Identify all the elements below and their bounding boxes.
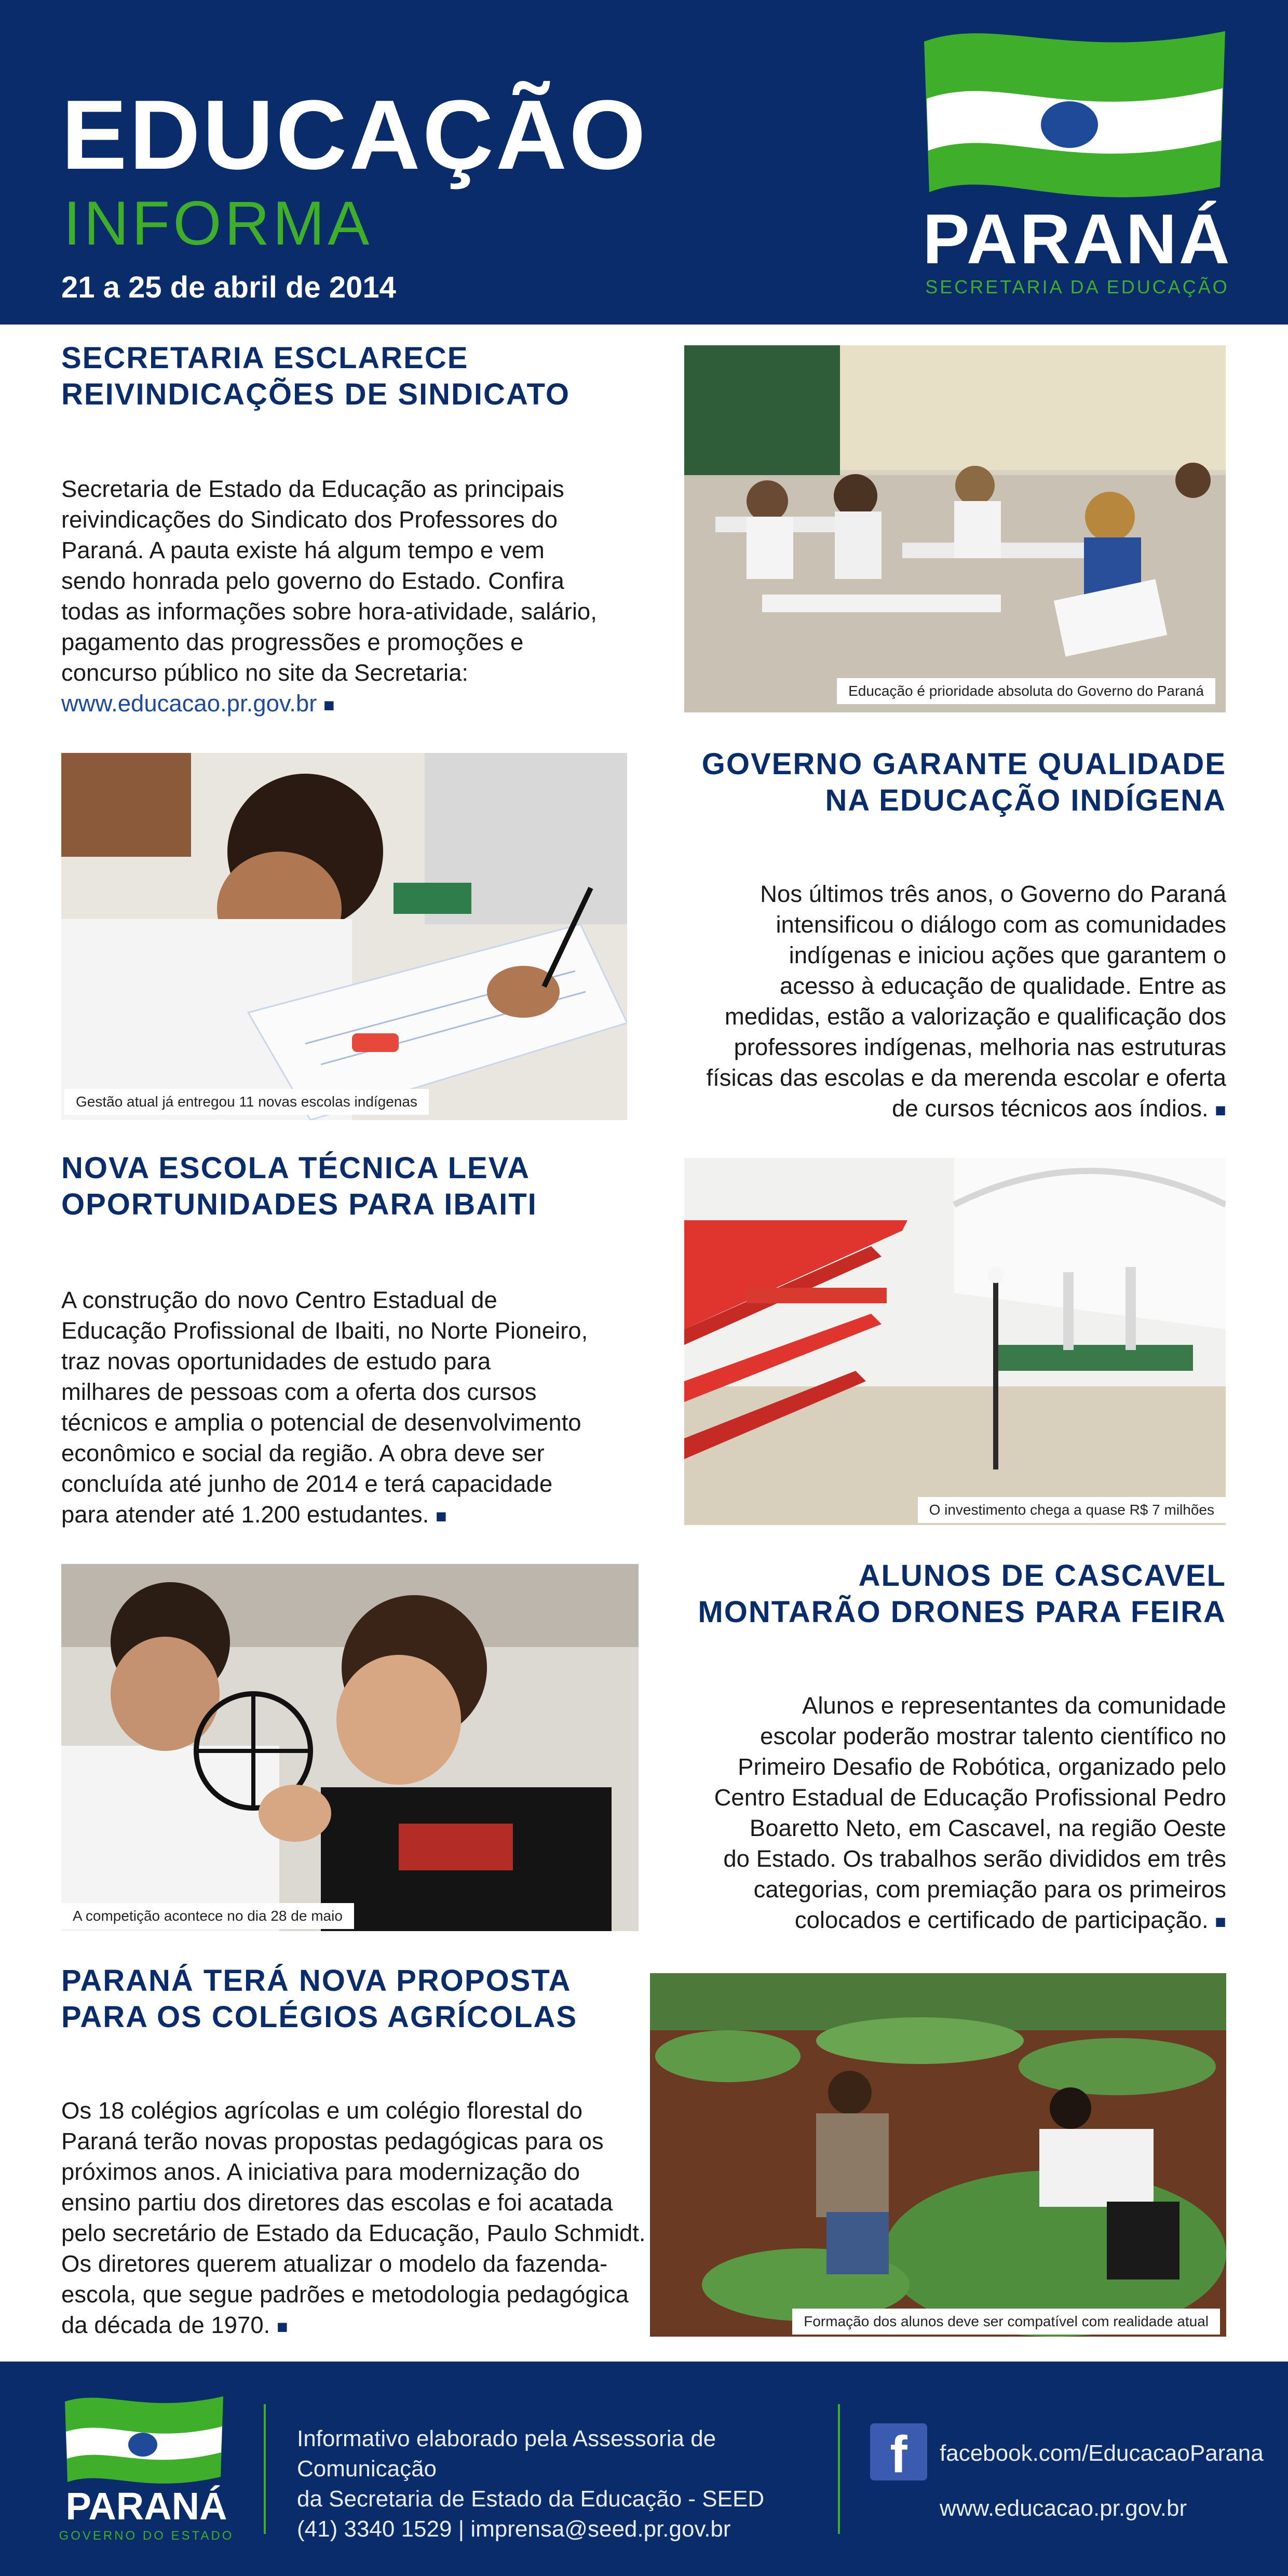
edition-date: 21 a 25 de abril de 2014 bbox=[61, 271, 396, 304]
body-line: concurso público no site da Secretaria: bbox=[61, 659, 469, 686]
end-mark: ■ bbox=[323, 694, 335, 716]
photo-caption: A competição acontece no dia 28 de maio bbox=[61, 1903, 354, 1929]
article-1-headline bbox=[61, 340, 570, 413]
body-line: para atender até 1.200 estudantes. bbox=[61, 1501, 429, 1528]
body-line: milhares de pessoas com a oferta dos cursos bbox=[61, 1379, 537, 1405]
body-line: Os diretores querem atualizar o modelo da fazenda- bbox=[61, 2250, 608, 2277]
body-line: do Estado. Os trabalhos serão divididos em três bbox=[723, 1845, 1226, 1872]
body-line: pagamento das progressões e promoções e bbox=[61, 629, 524, 655]
facebook-icon[interactable]: f bbox=[870, 2423, 927, 2480]
headline-line: OPORTUNIDADES PARA IBAITI bbox=[61, 1188, 537, 1221]
body-line: professores indígenas, melhoria nas estruturas bbox=[734, 1034, 1226, 1060]
body-line: colocados e certificado de participação. bbox=[794, 1907, 1209, 1933]
photo-caption: Formação dos alunos deve ser compatível com realidade atual bbox=[792, 2309, 1220, 2335]
headline-line: ALUNOS DE CASCAVEL bbox=[858, 1559, 1226, 1593]
body-line: todas as informações sobre hora-atividade, salário, bbox=[61, 598, 597, 625]
end-mark: ■ bbox=[1215, 1099, 1226, 1121]
body-line: físicas das escolas e da merenda escolar e oferta bbox=[706, 1064, 1226, 1091]
body-line: da década de 1970. bbox=[61, 2312, 270, 2338]
body-line: medidas, estão a valorização e qualificação dos bbox=[724, 1003, 1226, 1030]
article-3-photo bbox=[684, 1158, 1226, 1525]
body-line: categorias, com premiação para os primeiros bbox=[753, 1876, 1226, 1903]
headline-line: MONTARÃO DRONES PARA FEIRA bbox=[698, 1595, 1226, 1629]
footer-info-line: (41) 3340 1529 | imprensa@seed.pr.gov.br bbox=[297, 2516, 731, 2542]
article-2-headline bbox=[675, 746, 1226, 819]
body-line: indígenas e iniciou ações que garantem o bbox=[789, 942, 1226, 968]
facebook-link[interactable]: facebook.com/EducacaoParana bbox=[940, 2440, 1264, 2466]
body-line: Boaretto Neto, em Cascavel, na região Oeste bbox=[749, 1815, 1226, 1841]
body-line: Primeiro Desafio de Robótica, organizado pelo bbox=[738, 1754, 1226, 1780]
footer-divider bbox=[264, 2404, 266, 2534]
body-line: de cursos técnicos aos índios. bbox=[892, 1095, 1209, 1122]
headline-line: REIVINDICAÇÕES DE SINDICATO bbox=[61, 377, 570, 411]
footer-brand-name: PARANÁ bbox=[65, 2485, 227, 2528]
article-2-photo bbox=[61, 753, 627, 1120]
footer-info bbox=[297, 2424, 816, 2544]
end-mark: ■ bbox=[276, 2316, 288, 2337]
body-line: A construção do novo Centro Estadual de bbox=[61, 1287, 497, 1313]
body-line: acesso à educação de qualidade. Entre as bbox=[779, 973, 1226, 999]
photo-caption: Educação é prioridade absoluta do Governo do Paraná bbox=[837, 678, 1215, 704]
newsletter-subtitle: INFORMA bbox=[63, 188, 373, 258]
article-3-body bbox=[61, 1285, 643, 1531]
site-link[interactable]: www.educacao.pr.gov.br bbox=[61, 690, 317, 717]
headline-line: NOVA ESCOLA TÉCNICA LEVA bbox=[61, 1151, 530, 1185]
body-line: Secretaria de Estado da Educação as principais bbox=[61, 476, 564, 502]
body-line: Nos últimos três anos, o Governo do Paraná bbox=[760, 881, 1226, 907]
article-3-headline bbox=[61, 1150, 537, 1223]
article-1-photo bbox=[684, 345, 1226, 712]
body-line: ensino partiu dos diretores das escolas e foi acatada bbox=[61, 2189, 613, 2216]
body-line: sendo honrada pelo governo do Estado. Confira bbox=[61, 568, 564, 594]
parana-flag-logo bbox=[914, 21, 1236, 203]
brand-name: PARANÁ bbox=[923, 199, 1232, 278]
headline-line: PARA OS COLÉGIOS AGRÍCOLAS bbox=[61, 2000, 578, 2034]
headline-line: SECRETARIA ESCLARECE bbox=[61, 341, 469, 375]
end-mark: ■ bbox=[435, 1505, 447, 1527]
brand-subtitle: SECRETARIA DA EDUCAÇÃO bbox=[925, 276, 1229, 298]
body-line: intensificou o diálogo com as comunidades bbox=[776, 911, 1226, 938]
article-5-headline bbox=[61, 1963, 577, 2035]
headline-line: PARANÁ TERÁ NOVA PROPOSTA bbox=[61, 1964, 572, 1998]
parana-flag-logo bbox=[60, 2391, 228, 2487]
footer-brand-subtitle: GOVERNO DO ESTADO bbox=[59, 2529, 234, 2543]
article-4-headline bbox=[675, 1558, 1226, 1630]
body-line: Paraná. A pauta existe há algum tempo e vem bbox=[61, 537, 545, 563]
article-5-photo bbox=[650, 1973, 1226, 2337]
headline-line: NA EDUCAÇÃO INDÍGENA bbox=[825, 784, 1226, 817]
body-line: concluída até junho de 2014 e terá capacidade bbox=[61, 1471, 553, 1497]
article-5-body bbox=[61, 2095, 658, 2342]
article-4-body bbox=[654, 1690, 1226, 1937]
headline-line: GOVERNO GARANTE QUALIDADE bbox=[701, 747, 1226, 781]
end-mark: ■ bbox=[1215, 1911, 1226, 1932]
body-line: reivindicações do Sindicato dos Professores do bbox=[61, 506, 558, 533]
body-line: Os 18 colégios agrícolas e um colégio florestal do bbox=[61, 2097, 583, 2124]
body-line: Centro Estadual de Educação Profissional Pedro bbox=[714, 1784, 1226, 1811]
body-line: Paraná terão novas propostas pedagógicas para os bbox=[61, 2128, 604, 2154]
body-line: Alunos e representantes da comunidade bbox=[802, 1692, 1226, 1719]
body-line: traz novas oportunidades de estudo para bbox=[61, 1348, 491, 1374]
body-line: escola, que segue padrões e metodologia pedagógica bbox=[61, 2281, 629, 2308]
article-2-body bbox=[654, 879, 1226, 1125]
body-line: pelo secretário de Estado da Educação, Paulo Schmidt. bbox=[61, 2220, 646, 2246]
article-1-body bbox=[61, 474, 638, 720]
photo-caption: Gestão atual já entregou 11 novas escolas indígenas bbox=[64, 1089, 429, 1115]
body-line: escolar poderão mostrar talento científico no bbox=[760, 1723, 1226, 1749]
footer-info-line: da Secretaria de Estado da Educação - SEED bbox=[297, 2486, 765, 2512]
article-4-photo bbox=[61, 1564, 639, 1931]
website-link[interactable]: www.educacao.pr.gov.br bbox=[940, 2496, 1187, 2521]
body-line: técnicos e amplia o potencial de desenvolvimento bbox=[61, 1409, 581, 1436]
newsletter-title: EDUCAÇÃO bbox=[61, 80, 648, 190]
footer-divider bbox=[838, 2404, 840, 2534]
body-line: Educação Profissional de Ibaiti, no Norte Pioneiro, bbox=[61, 1317, 588, 1344]
photo-caption: O investimento chega a quase R$ 7 milhões bbox=[918, 1497, 1226, 1523]
body-line: econômico e social da região. A obra deve ser bbox=[61, 1440, 545, 1466]
body-line: próximos anos. A iniciativa para modernização do bbox=[61, 2159, 580, 2185]
footer-info-line: Informativo elaborado pela Assessoria de Comunicação bbox=[297, 2426, 716, 2481]
